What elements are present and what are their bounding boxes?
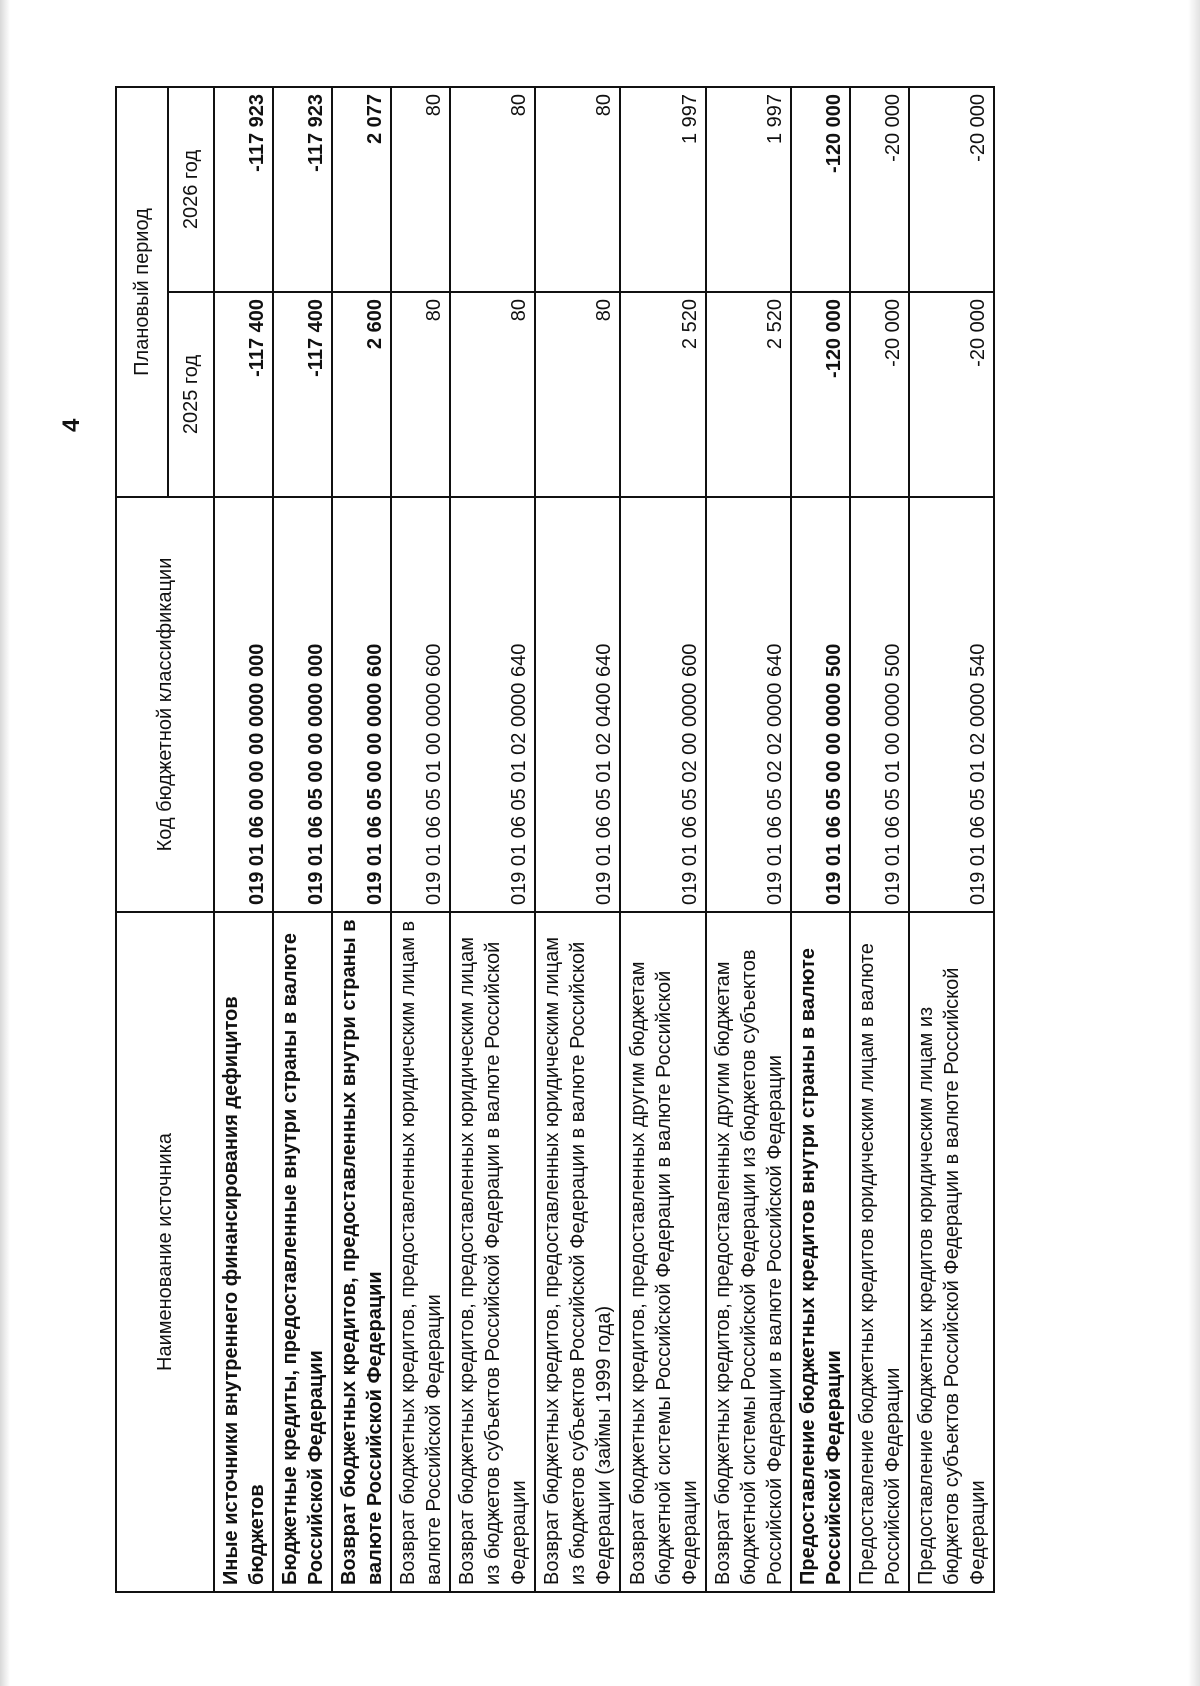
value-2026-cell: -120 000 — [791, 87, 850, 292]
header-year-2025: 2025 год — [168, 292, 214, 497]
budget-code-cell: 019 01 06 05 01 00 0000 600 — [391, 497, 450, 912]
value-2026-cell: 80 — [391, 87, 450, 292]
value-2025-cell: 80 — [450, 292, 535, 497]
budget-code-cell: 019 01 06 00 00 00 0000 000 — [214, 497, 273, 912]
table-row — [391, 87, 450, 1592]
value-2025-cell: -120 000 — [791, 292, 850, 497]
table-row — [791, 87, 850, 1592]
source-name-cell: Возврат бюджетных кредитов, предоставленных внутри страны в валюте Российской Федерации — [332, 912, 391, 1592]
value-2026-cell: 80 — [535, 87, 620, 292]
table-row — [214, 87, 273, 1592]
value-2025-cell: -20 000 — [909, 292, 994, 497]
budget-code-cell: 019 01 06 05 02 02 0000 640 — [706, 497, 791, 912]
budget-sources-table — [115, 86, 995, 1593]
scan-edge-right — [1188, 0, 1200, 1686]
header-year-2026: 2026 год — [168, 87, 214, 292]
value-2026-cell: 80 — [450, 87, 535, 292]
value-2026-cell: -117 923 — [273, 87, 332, 292]
header-row-top — [116, 87, 168, 1592]
value-2025-cell: 2 520 — [706, 292, 791, 497]
budget-code-cell: 019 01 06 05 02 00 0000 600 — [620, 497, 705, 912]
budget-code-cell: 019 01 06 05 00 00 0000 000 — [273, 497, 332, 912]
table-row — [706, 87, 791, 1592]
budget-code-cell: 019 01 06 05 01 02 0400 640 — [535, 497, 620, 912]
table-row — [909, 87, 994, 1592]
value-2025-cell: 2 520 — [620, 292, 705, 497]
source-name-cell: Возврат бюджетных кредитов, предоставленных юридическим лицам из бюджетов субъектов Российской Федерации в валюте Российской Федерации — [450, 912, 535, 1592]
source-name-cell: Предоставление бюджетных кредитов юридическим лицам в валюте Российской Федерации — [850, 912, 909, 1592]
value-2025-cell: -20 000 — [850, 292, 909, 497]
value-2025-cell: 2 600 — [332, 292, 391, 497]
source-name-cell: Возврат бюджетных кредитов, предоставленных другим бюджетам бюджетной системы Российской Федерации в валюте Российской Федерации — [620, 912, 705, 1592]
table-row — [850, 87, 909, 1592]
budget-code-cell: 019 01 06 05 01 02 0000 640 — [450, 497, 535, 912]
source-name-cell: Предоставление бюджетных кредитов юридическим лицам из бюджетов субъектов Российской Федерации в валюте Российской Федерации — [909, 912, 994, 1592]
header-source-name: Наименование источника — [116, 912, 214, 1592]
table-row — [620, 87, 705, 1592]
value-2026-cell: 2 077 — [332, 87, 391, 292]
value-2025-cell: -117 400 — [273, 292, 332, 497]
table-row — [450, 87, 535, 1592]
budget-code-cell: 019 01 06 05 01 00 0000 500 — [850, 497, 909, 912]
value-2025-cell: -117 400 — [214, 292, 273, 497]
source-name-cell: Иные источники внутреннего финансирования дефицитов бюджетов — [214, 912, 273, 1592]
source-name-cell: Возврат бюджетных кредитов, предоставленных другим бюджетам бюджетной системы Российской Федерации из бюджетов субъектов Российской Федерации в валюте Российской Федерации — [706, 912, 791, 1592]
source-name-cell: Предоставление бюджетных кредитов внутри страны в валюте Российской Федерации — [791, 912, 850, 1592]
budget-code-cell: 019 01 06 05 00 00 0000 500 — [791, 497, 850, 912]
value-2026-cell: -117 923 — [214, 87, 273, 292]
table-row — [332, 87, 391, 1592]
value-2026-cell: -20 000 — [850, 87, 909, 292]
value-2026-cell: -20 000 — [909, 87, 994, 292]
table-row — [273, 87, 332, 1592]
value-2025-cell: 80 — [535, 292, 620, 497]
source-name-cell: Возврат бюджетных кредитов, предоставленных юридическим лицам из бюджетов субъектов Российской Федерации в валюте Российской Федерации (займы 1999 года) — [535, 912, 620, 1592]
value-2026-cell: 1 997 — [706, 87, 791, 292]
header-planned-period: Плановый период — [116, 87, 168, 497]
value-2026-cell: 1 997 — [620, 87, 705, 292]
header-budget-code: Код бюджетной классификации — [116, 497, 214, 912]
value-2025-cell: 80 — [391, 292, 450, 497]
scan-edge-left — [0, 0, 10, 1686]
rotated-table-container — [115, 88, 995, 1593]
source-name-cell: Возврат бюджетных кредитов, предоставленных юридическим лицам в валюте Российской Федерации — [391, 912, 450, 1592]
table-row — [535, 87, 620, 1592]
budget-code-cell: 019 01 06 05 00 00 0000 600 — [332, 497, 391, 912]
budget-code-cell: 019 01 06 05 01 02 0000 540 — [909, 497, 994, 912]
source-name-cell: Бюджетные кредиты, предоставленные внутри страны в валюте Российской Федерации — [273, 912, 332, 1592]
table-body — [214, 87, 994, 1592]
page-number: 4 — [58, 418, 85, 432]
